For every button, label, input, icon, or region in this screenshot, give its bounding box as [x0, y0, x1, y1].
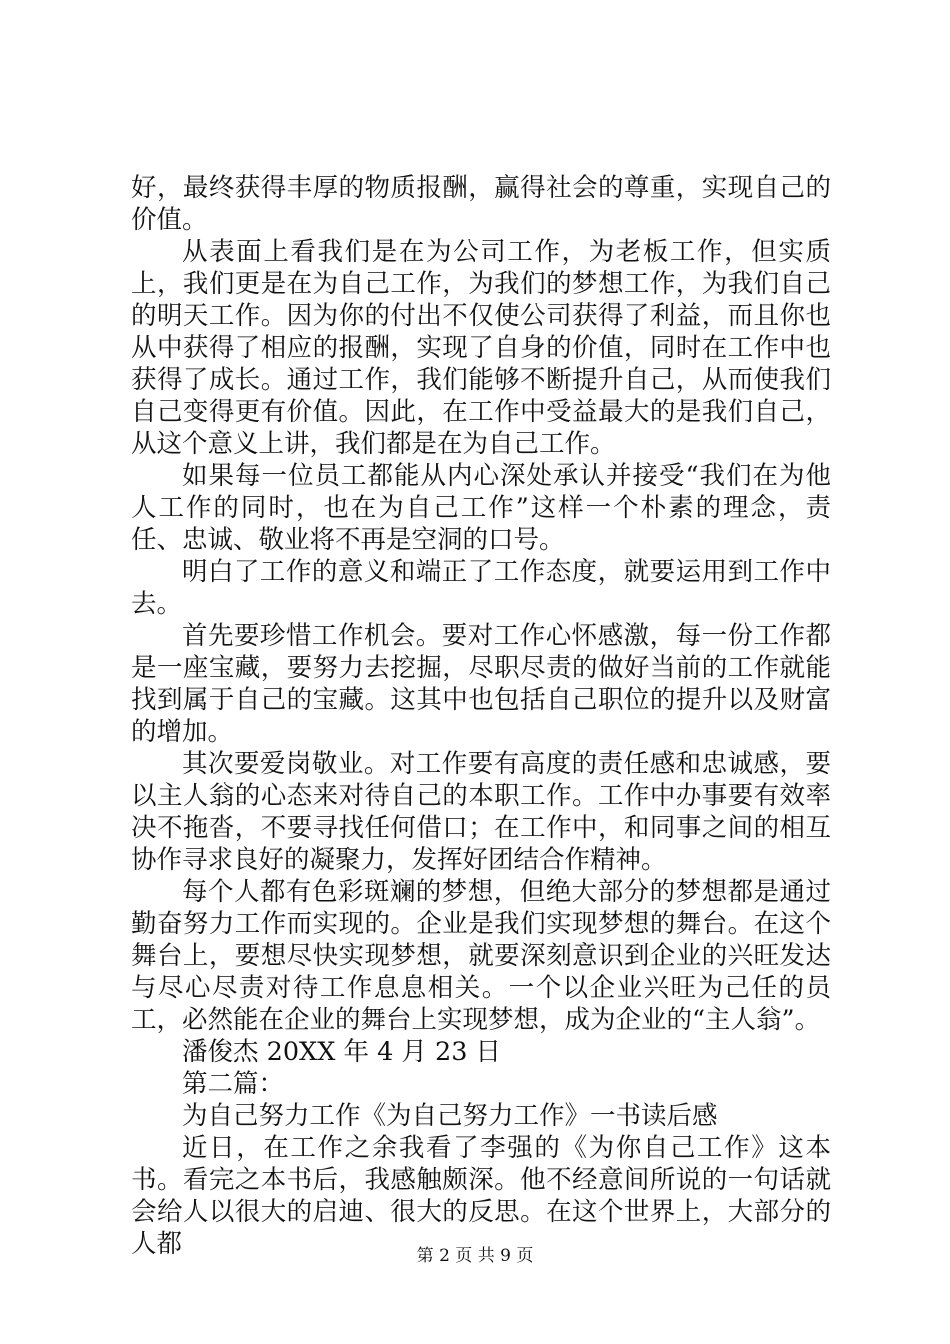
signature-line: 潘俊杰 20XX 年 4 月 23 日 [182, 1037, 502, 1067]
paragraph-4: 明白了工作的意义和端正了工作态度，就要运用到工作中去。 [131, 557, 831, 619]
page-number-footer: 第 2 页 共 9 页 [416, 1246, 534, 1266]
paragraph-6: 其次要爱岗敬业。对工作要有高度的责任感和忠诚感，要以主人翁的心态来对待自己的本职工作。工作中办事要有效率决不拖沓，不要寻找任何借口；在工作中，和同事之间的相互协作寻求良好的凝聚力，发挥好团结合作精神。 [131, 749, 831, 875]
paragraph-5: 首先要珍惜工作机会。要对工作心怀感激，每一份工作都是一座宝藏，要努力去挖掘，尽职尽责的做好当前的工作就能找到属于自己的宝藏。这其中也包括自己职位的提升以及财富的增加。 [131, 621, 831, 747]
document-body [131, 172, 831, 1260]
paragraph-2: 从表面上看我们是在为公司工作，为老板工作，但实质上，我们更是在为自己工作，为我们的梦想工作，为我们自己的明天工作。因为你的付出不仅使公司获得了利益，而且你也从中获得了相应的报酬，实现了自身的价值，同时在工作中也获得了成长。通过工作，我们能够不断提升自己，从而使我们自己变得更有价值。因此，在工作中受益最大的是我们自己，从这个意义上讲，我们都是在为自己工作。 [131, 237, 831, 459]
section-title: 为自己努力工作《为自己努力工作》一书读后感 [182, 1101, 718, 1131]
paragraph-7: 每个人都有色彩斑斓的梦想，但绝大部分的梦想都是通过勤奋努力工作而实现的。企业是我们实现梦想的舞台。在这个舞台上，要想尽快实现梦想，就要深刻意识到企业的兴旺发达与尽心尽责对待工作息息相关。一个以企业兴旺为己任的员工，必然能在企业的舞台上实现梦想，成为企业的“主人翁”。 [131, 877, 831, 1035]
section-heading: 第二篇： [182, 1069, 285, 1099]
paragraph-3: 如果每一位员工都能从内心深处承认并接受“我们在为他人工作的同时，也在为自己工作”这样一个朴素的理念，责任、忠诚、敬业将不再是空洞的口号。 [131, 461, 831, 555]
paragraph-1: 好，最终获得丰厚的物质报酬，赢得社会的尊重，实现自己的价值。 [131, 173, 831, 235]
paragraph-8: 近日，在工作之余我看了李强的《为你自己工作》这本书。看完之本书后，我感触颇深。他不经意间所说的一句话就会给人以很大的启迪、很大的反思。在这个世界上，大部分的人都 [131, 1133, 831, 1259]
